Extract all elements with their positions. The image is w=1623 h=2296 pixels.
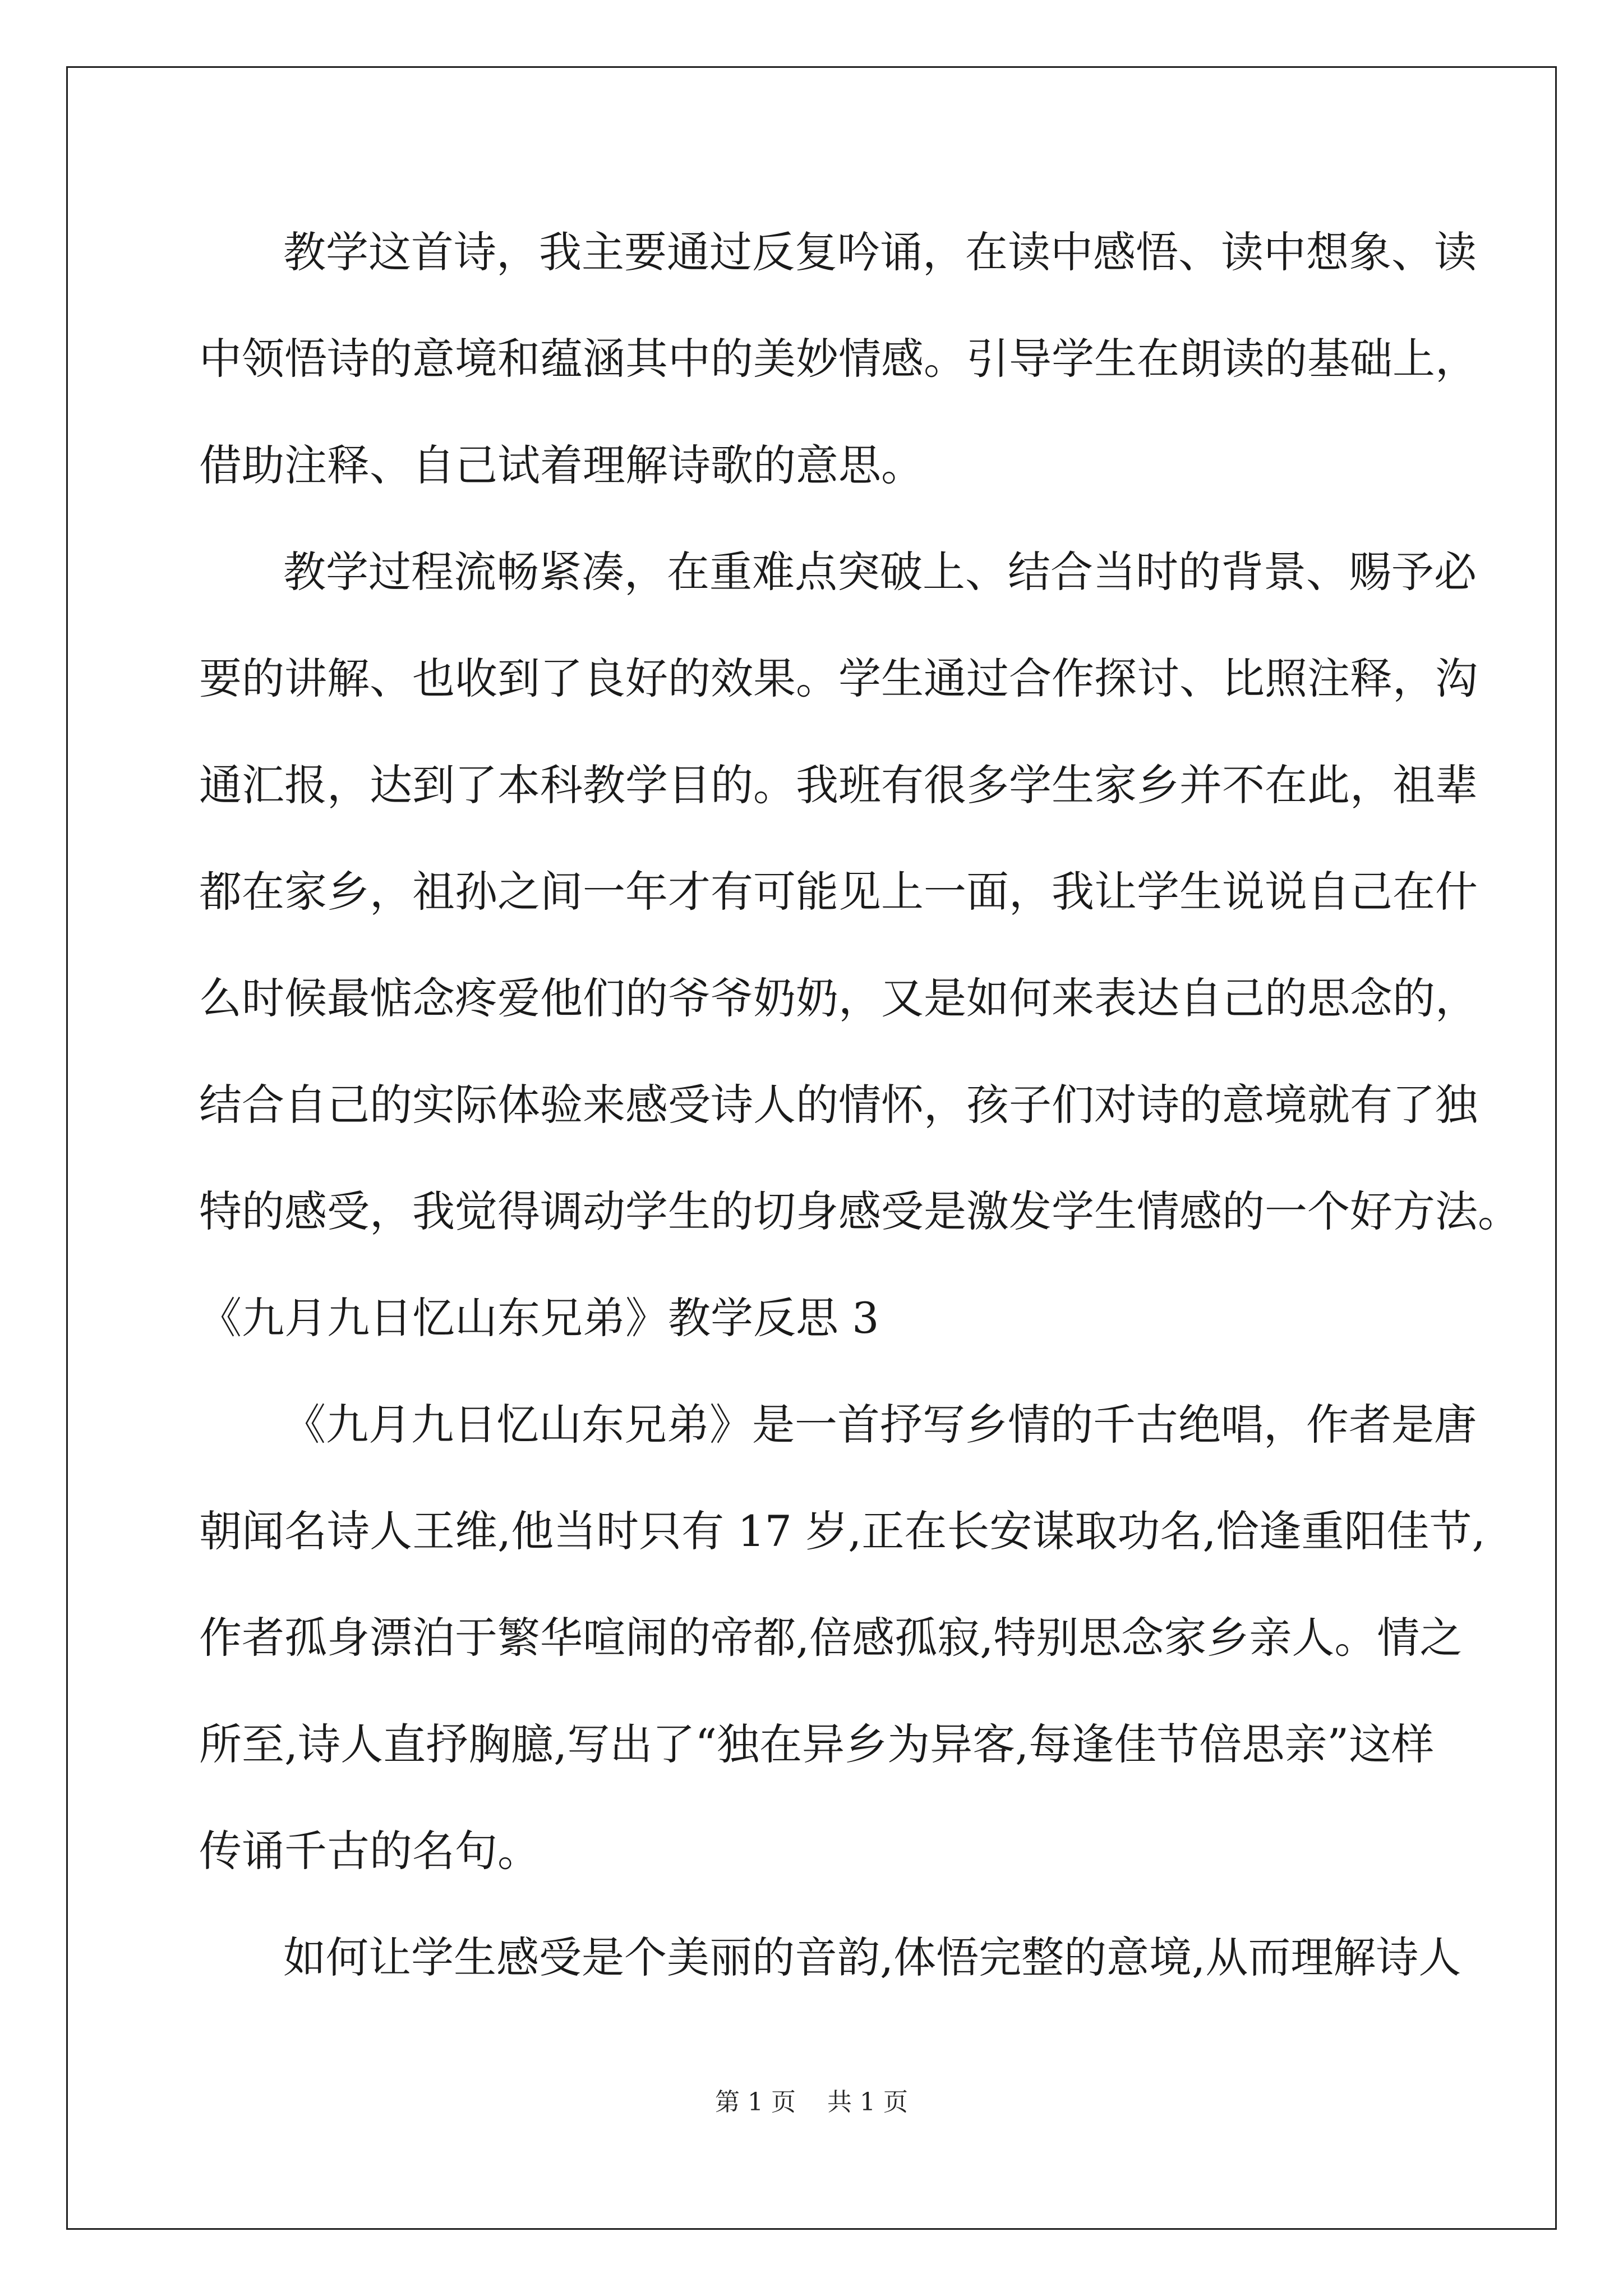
paragraph-line: 特的感受，我觉得调动学生的切身感受是激发学生情感的一个好方法。 bbox=[199, 1186, 1520, 1236]
paragraph-line: 要的讲解、也收到了良好的效果。学生通过合作探讨、比照注释，沟 bbox=[199, 654, 1478, 703]
page-number: 第 1 页 bbox=[715, 2088, 796, 2116]
paragraph-line: 所至,诗人直抒胸臆,写出了“独在异乡为异客,每逢佳节倍思亲”这样 bbox=[199, 1719, 1435, 1769]
page-footer bbox=[0, 2086, 1623, 2119]
paragraph-line: 如何让学生感受是个美丽的音韵,体悟完整的意境,从而理解诗人 bbox=[283, 1932, 1461, 1982]
paragraph-line: 教学这首诗，我主要通过反复吟诵，在读中感悟、读中想象、读 bbox=[283, 227, 1477, 277]
paragraph-line: 传诵千古的名句。 bbox=[199, 1826, 540, 1876]
paragraph-line: 《九月九日忆山东兄弟》是一首抒写乡情的千古绝唱，作者是唐 bbox=[283, 1400, 1477, 1450]
paragraph-line: 么时候最惦念疼爱他们的爷爷奶奶，又是如何来表达自己的思念的， bbox=[199, 973, 1478, 1023]
paragraph-line: 都在家乡，祖孙之间一年才有可能见上一面，我让学生说说自己在什 bbox=[199, 867, 1478, 917]
paragraph-line: 作者孤身漂泊于繁华喧闹的帝都,倍感孤寂,特别思念家乡亲人。情之 bbox=[199, 1613, 1463, 1663]
page-border bbox=[66, 66, 1557, 2230]
paragraph-line: 中领悟诗的意境和蕴涵其中的美妙情感。引导学生在朗读的基础上， bbox=[199, 334, 1478, 384]
paragraph-line: 朝闻名诗人王维,他当时只有 17 岁,正在长安谋取功名,恰逢重阳佳节, bbox=[199, 1506, 1486, 1556]
page-total: 共 1 页 bbox=[827, 2088, 908, 2116]
paragraph-line: 教学过程流畅紧凑，在重难点突破上、结合当时的背景、赐予必 bbox=[283, 547, 1477, 597]
paragraph-line: 结合自己的实际体验来感受诗人的情怀，孩子们对诗的意境就有了独 bbox=[199, 1080, 1478, 1130]
paragraph-line: 借助注释、自己试着理解诗歌的意思。 bbox=[199, 440, 924, 490]
section-heading: 《九月九日忆山东兄弟》教学反思 3 bbox=[199, 1293, 879, 1343]
paragraph-line: 通汇报，达到了本科教学目的。我班有很多学生家乡并不在此，祖辈 bbox=[199, 760, 1478, 810]
